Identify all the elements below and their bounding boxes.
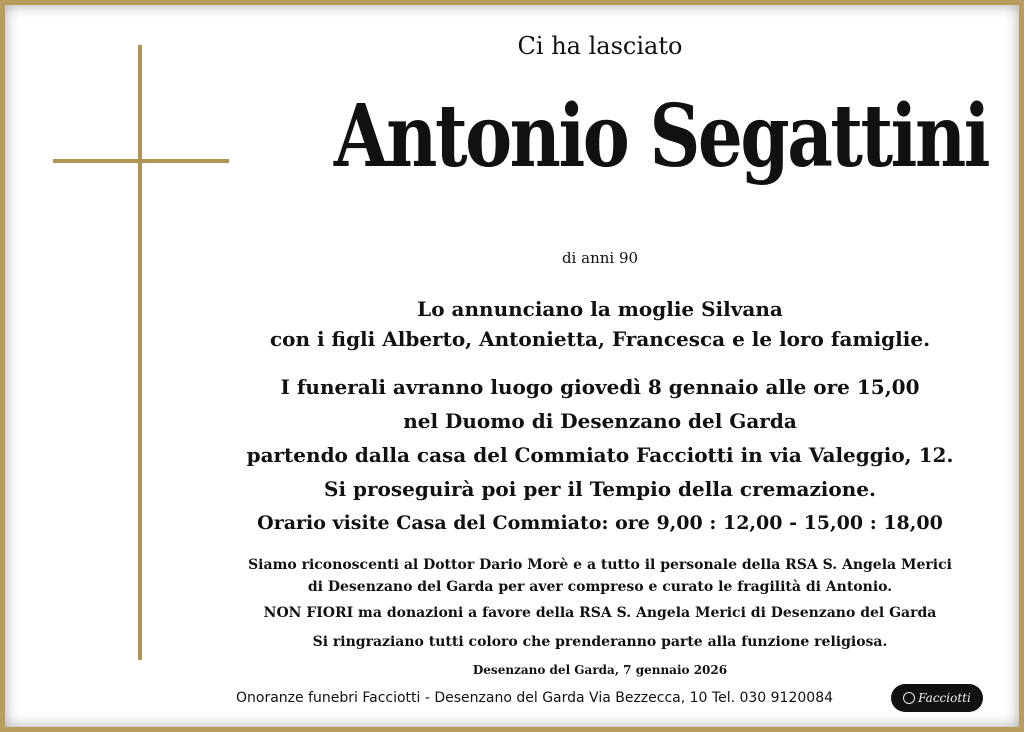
age-text: di anni 90	[561, 249, 639, 267]
agency-logo	[891, 684, 983, 712]
agency-footer: Onoranze funebri Facciotti - Desenzano del Garda Via Bezzecca, 10 Tel. 030 9120084	[236, 690, 834, 706]
visiting-hours: Orario visite Casa del Commiato: ore 9,00 : 12,00 - 15,00 : 18,00	[257, 512, 943, 534]
cross-horizontal-bar	[53, 159, 229, 163]
logo-text: Facciotti	[918, 691, 971, 705]
funeral-line: Si proseguirà poi per il Tempio della cremazione.	[324, 477, 876, 501]
funeral-line: partendo dalla casa del Commiato Facciotti in via Valeggio, 12.	[246, 443, 954, 467]
funeral-line: nel Duomo di Desenzano del Garda	[403, 409, 797, 433]
place-date: Desenzano del Garda, 7 gennaio 2026	[472, 663, 728, 677]
cross-vertical-bar	[138, 45, 142, 660]
gratitude-text: Si ringraziano tutti coloro che prenderanno parte alla funzione religiosa.	[312, 634, 888, 650]
donations-text: NON FIORI ma donazioni a favore della RSA S. Angela Merici di Desenzano del Garda	[263, 605, 937, 621]
announcement-block	[240, 294, 960, 354]
announcement-line: con i figli Alberto, Antonietta, Francesca e le loro famiglie.	[269, 327, 931, 351]
deceased-name: Antonio Segattini	[333, 86, 989, 187]
funeral-block	[240, 370, 960, 506]
rose-icon	[903, 692, 915, 704]
funeral-line: I funerali avranno luogo giovedì 8 gennaio alle ore 15,00	[280, 375, 920, 399]
thanks-block	[240, 554, 960, 598]
announcement-line: Lo annunciano la moglie Silvana	[417, 297, 783, 321]
thanks-line: di Desenzano del Garda per aver compreso e curato le fragilità di Antonio.	[307, 579, 893, 595]
thanks-line: Siamo riconoscenti al Dottor Dario Morè e a tutto il personale della RSA S. Angela Merici	[248, 557, 952, 573]
intro-text: Ci ha lasciato	[517, 32, 683, 60]
